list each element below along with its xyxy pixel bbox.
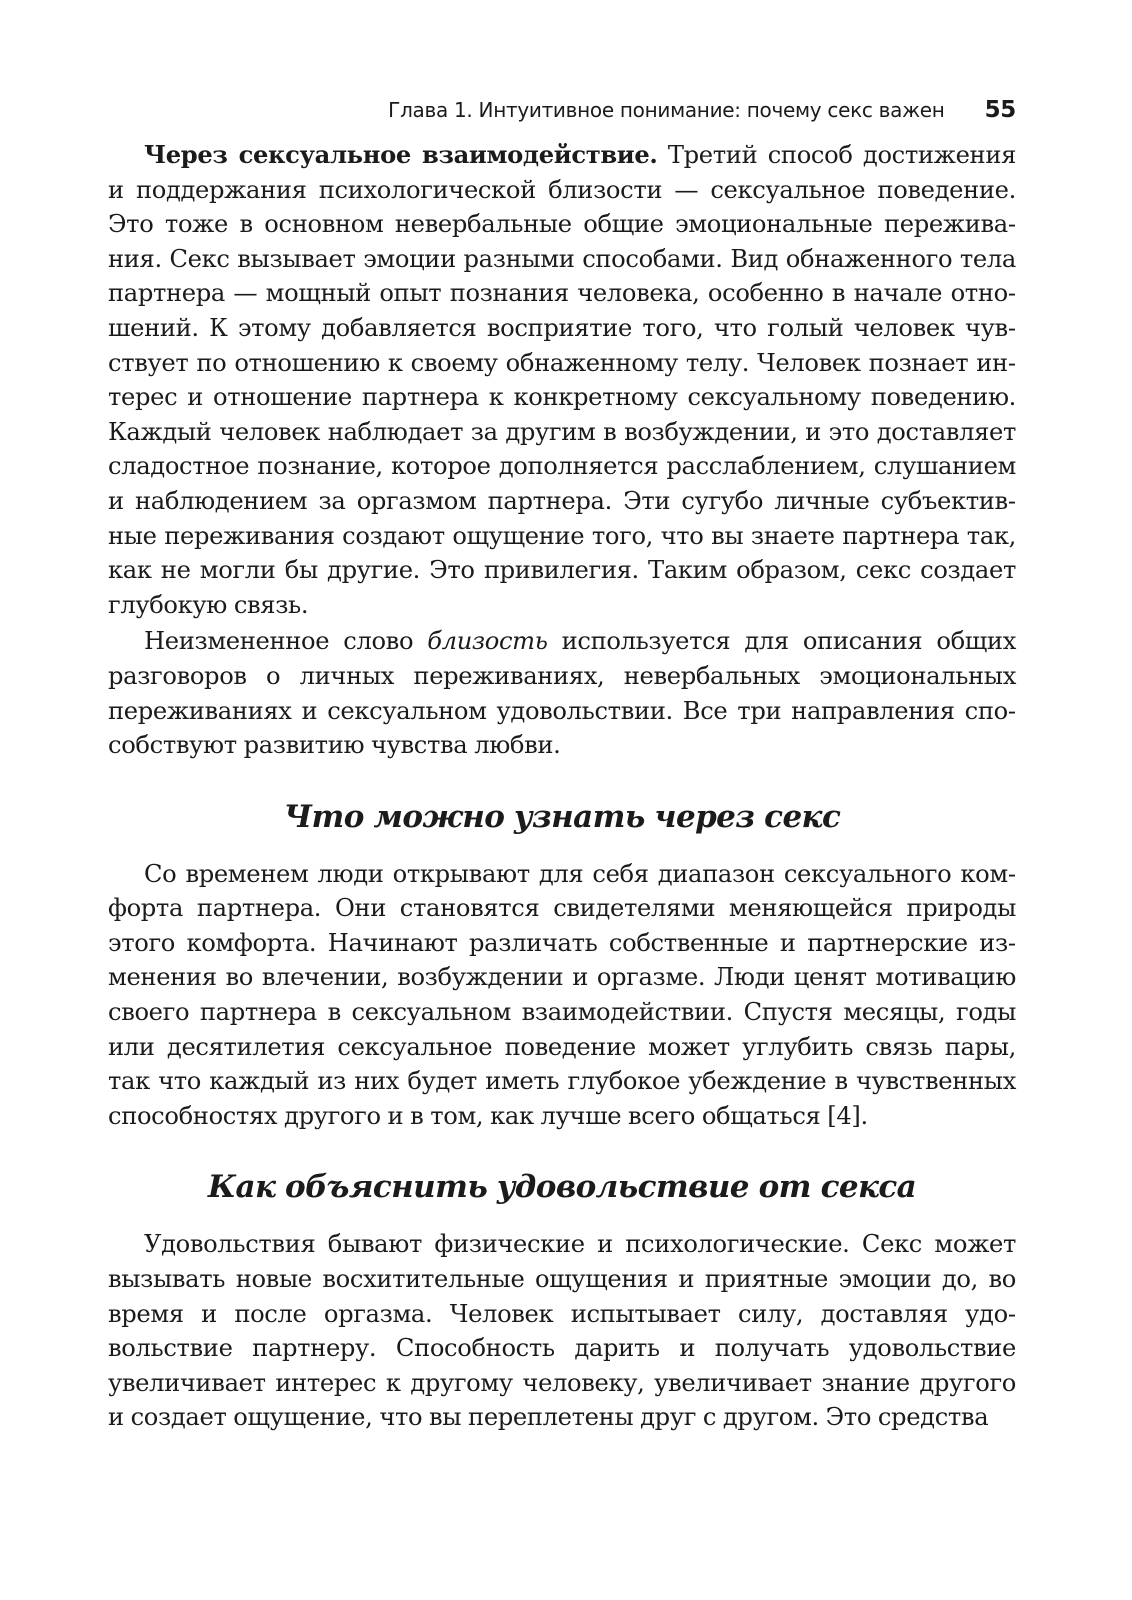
book-page [108, 96, 1016, 1435]
section-heading-what-sex-teaches: Что можно узнать через секс [283, 798, 841, 835]
paragraph-lead-in: Через сексуальное взаимодействие. [144, 140, 658, 169]
paragraph-body: Третий способ достижения и поддержания психологической близости — сексуальное поведение. Это тоже в основном невербальные общие эмоциональные переживания. Секс вызывает эмоции разными способами. Вид обнаженного тела партнера — мощный опыт познания человека, особенно в начале отношений. К этому добавляется восприятие того, что голый человек чувствует по отношению к своему обнаженному телу. Человек познает интерес и отношение партнера к конкретному сексуальному поведению. Каждый человек наблюдает за другим в возбуждении, и это доставляет сладостное познание, которое дополняется расслаблением, слушанием и наблюдением за оргазмом партнера. Эти сугубо личные субъективные переживания создают ощущение того, что вы знаете партнера так, как не могли бы другие. Это привилегия. Таким образом, секс создает глубокую связь. [108, 141, 1016, 619]
main-text [108, 138, 1016, 1435]
running-header [108, 96, 1016, 124]
paragraph-sexual-interaction [108, 138, 1016, 622]
page-number: 55 [984, 97, 1016, 123]
paragraph-pleasures: Удовольствия бывают физические и психологические. Секс может вызывать новые восхитительные ощущения и приятные эмоции до, во время и после оргазма. Человек испытывает силу, доставляя удовольствие партнеру. Способность дарить и получать удовольствие увеличивает интерес к другому человеку, увеличивает знание другого и создает ощущение, что вы переплетены друг с другом. Это средства [108, 1230, 1016, 1432]
paragraph-start: Неизмененное слово [144, 627, 428, 656]
italic-term: близость [427, 627, 548, 656]
chapter-title: Глава 1. Интуитивное понимание: почему секс важен [388, 98, 945, 122]
paragraph-intimacy-definition [108, 624, 1016, 762]
paragraph-sexual-comfort: Со временем люди открывают для себя диапазон сексуального комфорта партнера. Они становятся свидетелями меняющейся природы этого комфорта. Начинают различать собственные и партнерские изменения во влечении, возбуждении и оргазме. Люди ценят мотивацию своего партнера в сексуальном взаимодействии. Спустя месяцы, годы или десятилетия сексуальное поведение может углубить связь пары, так что каждый из них будет иметь глубокое убеждение в чувственных способностях другого и в том, как лучше всего общаться [4]. [108, 859, 1016, 1130]
section-heading-explaining-pleasure: Как объяснить удовольствие от секса [207, 1169, 917, 1206]
paragraph-rest: используется для описания общих разговоров о личных переживаниях, невербальных эмоциональных переживаниях и сексуальном удовольствии. Все три направления способствуют развитию чувства любви. [108, 627, 1016, 760]
